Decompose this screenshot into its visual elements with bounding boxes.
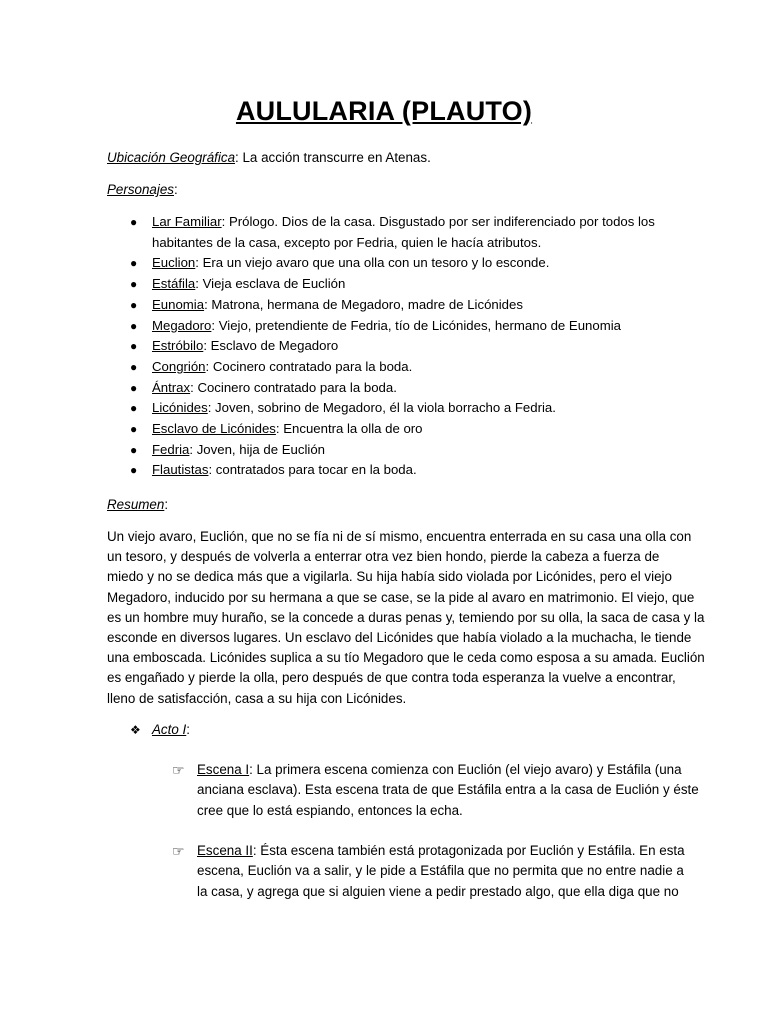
personaje-desc: : Prólogo. Dios de la casa. Disgustado por ser indiferenciado por todos los bbox=[221, 214, 655, 229]
resumen-colon: : bbox=[164, 497, 169, 512]
escena-label: Escena II bbox=[197, 843, 253, 858]
personaje-name: Estáfila bbox=[152, 276, 196, 292]
bullet-icon: ● bbox=[130, 401, 138, 416]
resumen-label: Resumen bbox=[107, 497, 165, 512]
personaje-item bbox=[128, 440, 688, 461]
personaje-desc: : Cocinero contratado para la boda. bbox=[190, 379, 397, 395]
pointing-hand-icon: ☞ bbox=[172, 843, 185, 859]
bullet-icon: ● bbox=[130, 297, 138, 312]
bullet-icon: ● bbox=[130, 215, 138, 229]
personaje-item bbox=[128, 357, 688, 378]
personaje-item bbox=[128, 336, 688, 357]
personajes-list bbox=[128, 212, 688, 481]
personaje-item bbox=[128, 253, 688, 274]
personaje-desc: : Esclavo de Megadoro bbox=[203, 338, 339, 354]
personaje-desc: : Joven, sobrino de Megadoro, él la viola borracho a Fedria. bbox=[207, 400, 556, 416]
resumen-line: una emboscada. Licónides suplica a su tío Megadoro que le ceda como esposa a su amada. Euclión bbox=[107, 650, 705, 666]
escena-item bbox=[172, 760, 699, 821]
acto-heading bbox=[130, 720, 190, 740]
personaje-name: Flautistas bbox=[152, 462, 209, 478]
personaje-item bbox=[128, 378, 688, 399]
bullet-icon: ● bbox=[130, 359, 138, 374]
bullet-icon: ● bbox=[130, 256, 138, 271]
escena-line bbox=[197, 861, 685, 881]
personaje-desc: : Encuentra la olla de oro bbox=[275, 421, 423, 437]
personaje-name: Fedria bbox=[152, 441, 190, 457]
ubicacion-line bbox=[107, 149, 431, 167]
escena-line bbox=[197, 801, 699, 821]
resumen-line: es engañado y pierde la olla, pero después de que contra toda esperanza la vuelve a encontrar, bbox=[107, 670, 676, 686]
personaje-desc: : Cocinero contratado para la boda. bbox=[205, 358, 413, 374]
personaje-name: Euclion bbox=[152, 255, 196, 271]
personaje-desc: : Vieja esclava de Euclión bbox=[195, 276, 346, 292]
bullet-icon: ● bbox=[130, 442, 138, 457]
personaje-name: Congrión bbox=[152, 358, 206, 374]
personaje-item bbox=[128, 316, 688, 337]
personajes-colon: : bbox=[174, 182, 178, 197]
page-title: AULULARIA (PLAUTO) bbox=[235, 96, 533, 126]
personaje-item bbox=[128, 295, 688, 316]
resumen-heading bbox=[107, 496, 168, 514]
resumen-line: miedo y no se dedica más que a vigilarla. Su hija había sido violada por Licónides, pero el viejo bbox=[107, 569, 672, 585]
bullet-icon: ● bbox=[130, 463, 138, 478]
personaje-name: Eunomia bbox=[152, 296, 205, 312]
acto-label: Acto I bbox=[152, 722, 187, 737]
personaje-name: Esclavo de Licónides bbox=[152, 421, 276, 437]
diamond-bullet-icon: ❖ bbox=[130, 723, 141, 737]
resumen-line: Megadoro, inducido por su hermana a que se case, se la pide al avaro en matrimonio. El viejo, que bbox=[107, 589, 695, 605]
personaje-desc-continued: habitantes de la casa, excepto por Fedria, quien le hacía atributos. bbox=[152, 234, 542, 250]
escena-text: : Ésta escena también está protagonizada por Euclión y Estáfila. En esta bbox=[252, 843, 685, 858]
personaje-name: Ántrax bbox=[152, 379, 191, 395]
personaje-item bbox=[128, 212, 688, 253]
escena-text: cree que lo está espiando, entonces la echa. bbox=[197, 802, 463, 818]
personaje-desc: : Matrona, hermana de Megadoro, madre de Licónides bbox=[204, 296, 523, 312]
personaje-desc: : Era un viejo avaro que una olla con un tesoro y lo esconde. bbox=[195, 255, 550, 271]
resumen-line: es un hombre muy huraño, se la concede a duras penas y, temiendo por su olla, la saca de casa y la bbox=[107, 609, 705, 625]
escena-line bbox=[197, 841, 685, 861]
bullet-icon: ● bbox=[130, 318, 138, 333]
personajes-heading bbox=[107, 181, 178, 199]
resumen-line: lleno de satisfacción, casa a su hija con Licónides. bbox=[107, 690, 407, 706]
pointing-hand-icon: ☞ bbox=[172, 762, 185, 778]
escena-text: : La primera escena comienza con Euclión (el viejo avaro) y Estáfila (una bbox=[249, 762, 682, 777]
personaje-item bbox=[128, 460, 688, 481]
bullet-icon: ● bbox=[130, 277, 138, 292]
resumen-paragraph bbox=[107, 527, 705, 709]
ubicacion-label: Ubicación Geográfica bbox=[107, 150, 236, 165]
escena-line bbox=[197, 882, 685, 902]
personaje-name: Estróbilo bbox=[152, 338, 204, 354]
personaje-name: Lar Familiar bbox=[152, 214, 222, 229]
personaje-item bbox=[128, 274, 688, 295]
escena-text: escena, Euclión va a salir, y le pide a Estáfila que no permita que no entre nadie a bbox=[197, 863, 684, 879]
personaje-name: Megadoro bbox=[152, 317, 212, 333]
bullet-icon: ● bbox=[130, 380, 138, 395]
resumen-line: un tesoro, y después de volverla a enterrar otra vez bien hondo, pierde la cabeza a fuerza de bbox=[107, 549, 660, 565]
personaje-item bbox=[128, 398, 688, 419]
personaje-desc: : Joven, hija de Euclión bbox=[189, 441, 326, 457]
personaje-desc: : Viejo, pretendiente de Fedria, tío de Licónides, hermano de Eunomia bbox=[211, 317, 621, 333]
escena-label: Escena I bbox=[197, 762, 250, 777]
escena-item bbox=[172, 841, 685, 902]
bullet-icon: ● bbox=[130, 339, 138, 354]
personaje-desc: : contratados para tocar en la boda. bbox=[208, 462, 417, 478]
resumen-line: Un viejo avaro, Euclión, que no se fía ni de sí mismo, encuentra enterrada en su casa una olla con bbox=[107, 529, 692, 544]
ubicacion-text: : La acción transcurre en Atenas. bbox=[235, 150, 431, 165]
acto-colon: : bbox=[186, 722, 190, 737]
personaje-name: Licónides bbox=[152, 400, 208, 416]
personajes-label: Personajes bbox=[107, 182, 174, 197]
escena-line bbox=[197, 760, 699, 780]
escena-text: anciana esclava). Esta escena trata de que Estáfila entra a la casa de Euclión y éste bbox=[197, 782, 699, 798]
escena-line bbox=[197, 780, 699, 800]
bullet-icon: ● bbox=[130, 422, 138, 437]
escena-text: la casa, y agrega que si alguien viene a pedir prestado algo, que ella diga que no bbox=[197, 883, 679, 899]
personaje-item bbox=[128, 419, 688, 440]
resumen-line: esconde en diversos lugares. Un esclavo del Licónides que había violado a la muchacha, le tiende bbox=[107, 630, 692, 646]
